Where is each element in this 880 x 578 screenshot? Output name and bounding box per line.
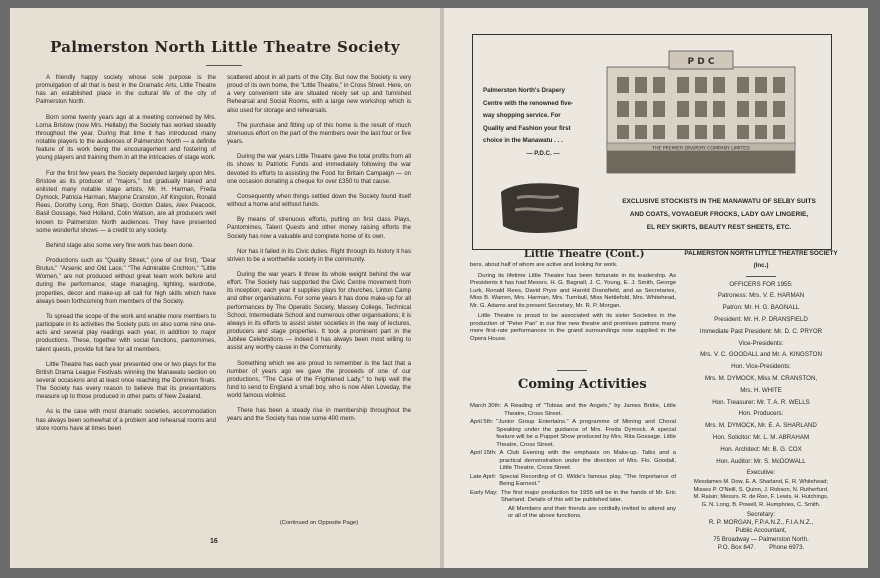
officer-row: Hon. Architect: Mr. B. G. COX xyxy=(720,445,802,453)
left-column-2 xyxy=(227,74,411,431)
paragraph: There has been a steady rise in membership throughout the years and the Society has now some 400 mem- xyxy=(227,407,411,423)
pdc-building-illustration xyxy=(603,49,799,177)
paragraph: The purchase and fitting up of this home is the result of much strenuous effort on the part of the members over the last four or five years. xyxy=(227,121,411,146)
ad-bottom-line: EL REY SKIRTS, BEAUTY REST SHEETS, ETC. xyxy=(646,224,792,231)
event-date: March 30th: xyxy=(470,403,502,409)
building-banner: THE PREMIER DRAPERY COMPANY LIMITED xyxy=(652,146,750,152)
ad-stockists xyxy=(609,195,829,234)
paragraph: Nor has it failed in its Civic duties. Right through its history it has striven to be a worthwhile society in the community. xyxy=(227,247,411,263)
officer-row: Mesdames M. Dow, E. A. Sharland, E. R. Whitehead; xyxy=(693,479,829,486)
ad-bottom-line: AND COATS, VOYAGEUR FROCKS, LADY GAY LINGERIE, xyxy=(629,211,809,218)
paragraph: For the first few years the Society depended largely upon Mrs. Bristow as its producer of "majors," but gradually trained and enlisted many notable stage artists, Mr. H. Harman, Freda Dymock, Patricia Harman, Marjorie Cranston, Alf Kingston, Ronald Rees, Dorothy Long, Ron Sharp, Gordon Oates, Alex Peacock, Basil Gossage, Ned Holland, Colin Watson, are all producers well known to Palmerston North audiences. They have presented some wonderful shows — a credit to any society. xyxy=(36,169,216,234)
left-column-1 xyxy=(36,74,216,440)
paragraph: Productions such as "Quality Street," (one of our first), "Dear Brutus," "Arsenic and Old Lace," "The Admirable Crichton," "Little Women," are not produced without great team work before and during the performance, stage managing, lighting, wardrobe, properties, decor and make-up all call for high skills which have always been forthcoming from members of the Society. xyxy=(36,256,216,305)
officer-row: Hon. Auditor: Mr. S. McDOWALL xyxy=(716,457,806,465)
paragraph: By means of strenuous efforts, putting on first class Plays, Pantomimes, Talent Quests and other money raising efforts the Society has now a valuable and complete home of its own. xyxy=(227,216,411,240)
title-divider xyxy=(206,65,242,66)
coming-activities-heading: Coming Activities xyxy=(518,377,647,392)
paragraph: To spread the scope of the work and enable more members to participate in its activities the Society puts on also some nine one-acts and several play readings each year, in addition to major productions. These, together with social functions, pantomimes, talent quests, provide full fare for all members. xyxy=(36,312,216,353)
officer-row: 75 Broadway — Palmerston North. xyxy=(713,535,809,543)
paragraph: bers, about half of whom are active and looking for work. xyxy=(470,262,618,268)
ad-line: way shopping service. For xyxy=(483,112,561,119)
officers-list xyxy=(668,248,854,553)
society-inc: (Inc.) xyxy=(753,261,769,269)
officer-row: Vice-Presidents: xyxy=(738,339,784,347)
ad-line: choice in the Manawatu . . . xyxy=(483,137,563,144)
event-item xyxy=(470,450,676,473)
officer-row: Hon. Vice-Presidents: xyxy=(731,363,791,371)
page-number: 16 xyxy=(210,538,218,545)
officer-row: Mrs. M. DYMOCK, Mr. E. A. SHARLAND xyxy=(705,422,817,430)
officer-row: Public Accountant, xyxy=(735,527,787,535)
pdc-advertisement xyxy=(472,34,832,250)
paragraph: During the war years Little Theatre gave the total profits from all its shows to Patriotic Funds and immediately following the war devoted its efforts to assisting the Food for Britain Campaign — on one occasion donating a cheque for over £350 to that cause. xyxy=(227,153,411,185)
society-name: PALMERSTON NORTH LITTLE THEATRE SOCIETY xyxy=(684,250,838,257)
event-text: A Club Evening with the emphasis on Make-up. Talks and a practical demonstration under the direction of Mrs. Flo. Goodall, Little Theatre, Cross Street. xyxy=(499,450,676,471)
left-page xyxy=(10,8,440,568)
event-item xyxy=(470,403,676,418)
event-text: A Reading of "Tobias and the Angels," by James Bridie, Little Theatre, Cross Street. xyxy=(504,403,676,417)
page-title: Palmerston North Little Theatre Society xyxy=(50,38,400,56)
ad-line: Centre with the renowned five- xyxy=(483,99,574,107)
event-date: April 15th: xyxy=(470,450,497,456)
officer-row: Mrs. M. DYMOCK, Miss M. CRANSTON, xyxy=(704,374,818,382)
event-text: "Junior Group Entertains." A programme of Miming and Choral Speaking under the guidance of Mrs. Freda Dymock. A special feature will be a Puppet Show produced by Mrs. Rita Gossage. Little Theatre, Cross Street. xyxy=(496,419,676,448)
officers-divider xyxy=(746,276,776,277)
officer-row: M. Raisin; Messrs. R. de Roo, F. Lewis, H. Hutchings, xyxy=(693,494,829,501)
officer-row: G. N. Long, B. Powell, R. Humphries, C. Smith. xyxy=(701,501,821,508)
paragraph: Something which we are proud to remember is the fact that a number of years ago we gave the proceeds of one of our productions, "The Case of the Frightened Lady," to help well the fund to send to England a small boy, who is now Allen Loveday, the world famous violinist. xyxy=(227,359,411,400)
officer-row: Patroness: Mrs. V. E. HARMAN xyxy=(717,292,805,300)
event-date: Late April: xyxy=(470,473,497,480)
event-date: Early May: xyxy=(470,489,498,496)
event-text: Special Recording of O. Wilde's famous play, "The Importance of Being Earnest." xyxy=(499,473,676,487)
ad-line: Quality and Fashion your first xyxy=(483,124,571,132)
event-item xyxy=(470,506,676,521)
paragraph: During the war years it threw its whole weight behind the war effort. The Society has supported the Civic Centre movement from its inception; each year it supplies plays for churches, Linton Camp and other organisations. For some years it has done make-up for all performances by The Operatic Society, Massey College, Technical School, Intermediate School and numerous other organisations; it is always in its efforts to assist sister societies in the way of lectures, producers and stage properties. It took a prominent part in the Jubilee Celebrations — indeed it has always been most willing to assist any worthy cause in the Community. xyxy=(227,270,411,352)
officer-row: Misses P. O'Neill, S. Quinn, J. Robson, N. Rutherfurd. xyxy=(693,486,829,493)
ad-text xyxy=(483,85,603,160)
event-item xyxy=(470,490,676,505)
paragraph: Behind stage also some very fine work has been done. xyxy=(46,241,195,249)
officer-row: Immediate Past President: Mr. D. C. PRYOR xyxy=(699,327,823,335)
section-divider xyxy=(557,370,587,371)
event-text: All Members and their friends are cordially invited to attend any or all of the above functions. xyxy=(508,505,676,519)
continued-note: (Continued on Opposite Page) xyxy=(279,520,359,526)
event-item xyxy=(470,419,676,449)
officer-row: Patron: Mr. H. G. BAGNALL xyxy=(722,304,800,312)
paragraph: Little Theatre is proud to be associated with its sister Societies in the production of "Peter Pan" in our fine new theatre and promises patrons many more first-rate performances in the grand surroundings now supplied in the Opera House. xyxy=(470,313,676,342)
event-item xyxy=(470,474,676,489)
paragraph: Little Theatre has each year presented one or two plays for the British Drama League Festivals winning the Manawatu section on several occasions and at least once reaching the Dominion finals. The Society has every reason to believe that its presentations measure up to those produced in other parts of New Zealand. xyxy=(36,360,216,401)
little-theatre-cont-heading: Little Theatre (Cont.) xyxy=(524,249,645,260)
paragraph: scattered about in all parts of the City. But now the Society is very proud of its own home, the "Little Theatre," in Cross Street. Here, on a very convenient site are situated nicely set up and furnished Rehearsal and Social Rooms, with a large new workshop which is also used for storage and rehearsals. xyxy=(227,74,411,114)
event-text: The first major production for 1955 will be in the hands of Mr. Eric Sharland. Details of this will be published later. xyxy=(500,489,676,503)
officer-row: President: Mr. H. P. DRANSFIELD xyxy=(714,315,808,323)
ad-line: Palmerston North's Drapery xyxy=(483,87,565,94)
booklet-spread xyxy=(10,8,868,568)
officer-row: Hon. Producers: xyxy=(738,410,784,418)
paragraph: Born some twenty years ago at a meeting convened by Mrs. Lorna Bristow (now Mrs. Hellaby) the Society has worked steadily throughout the year. During that time it has introduced many notable players to the audiences of Palmerston North — a definite feature of its work being the encouragement and fostering of young players and training them in all the intricacies of stage work. xyxy=(36,113,216,162)
ad-bottom-line: EXCLUSIVE STOCKISTS IN THE MANAWATU OF SELBY SUITS xyxy=(622,198,816,205)
paragraph: Consequently when things settled down the Society found itself without a home and without funds. xyxy=(227,192,411,209)
paragraph: As is the case with most dramatic societies, accommodation has always been somewhat of a problem and rehearsal rooms and store rooms have at times been xyxy=(36,408,216,432)
ad-line: — P.D.C. — xyxy=(526,149,560,157)
officers-title: OFFICERS FOR 1955: xyxy=(729,280,793,288)
building-sign: P D C xyxy=(687,57,715,67)
events-list xyxy=(470,403,676,522)
little-theatre-cont-text xyxy=(470,262,676,346)
paragraph: During its lifetime Little Theatre has been fortunate in its leadership. As Presidents it has had Messrs. H. G. Bagnall, J. C. Young, E. J. Smith, George Lurk, Ronald Rees, David Pryor and Harold Dransfield, and as Secretaries, Miss B. Warren, Mrs. Harman, Mrs. Turnbull, Miss Nettlefold, Mrs. Whitehead, Mr. G. Adams and its present Secretary, Mr. R. P. Morgan. xyxy=(470,272,676,309)
officer-row: P.O. Box 847. Phone 6973. xyxy=(717,544,805,552)
officer-row: Mrs. H. WHITE xyxy=(740,386,782,394)
decorative-brush-icon xyxy=(497,178,583,236)
officer-row: Hon. Treasurer: Mr. T. A. R. WELLS xyxy=(712,398,810,406)
officer-row: Executive: xyxy=(746,469,776,477)
officer-row: Hon. Solicitor: Mr. L. M. ABRAHAM xyxy=(712,433,810,441)
right-page xyxy=(444,8,868,568)
officer-row: R. P. MORGAN, F.P.A.N.Z., F.I.A.N.Z., xyxy=(708,518,814,526)
paragraph: A friendly happy society whose sole purpose is the promulgation of all that is best in the Dramatic Arts, Little Theatre has an established place in the cultural life of the city of Palmerston North. xyxy=(36,74,216,106)
event-date: April 5th: xyxy=(470,419,494,425)
officer-row: Secretary: xyxy=(746,510,776,518)
officer-row: Mrs. V. C. GOODALL and Mr. A. KINGSTON xyxy=(700,351,822,359)
